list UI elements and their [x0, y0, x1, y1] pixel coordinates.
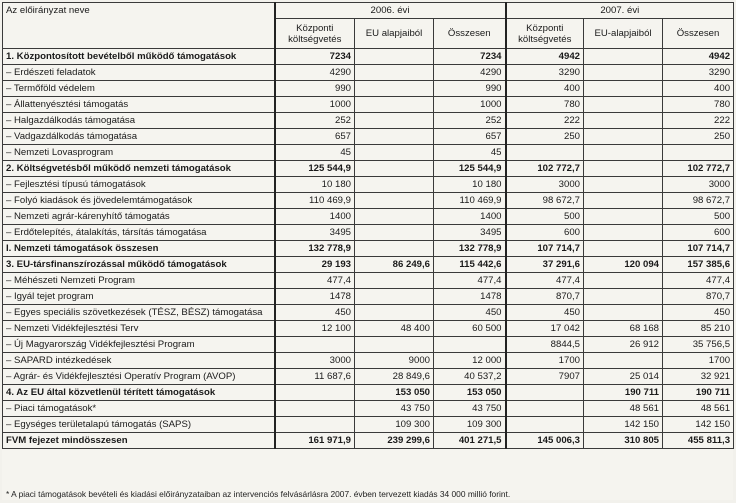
row-value — [355, 161, 434, 177]
table-row — [3, 257, 734, 273]
row-value: 1400 — [434, 209, 506, 225]
row-value: 3000 — [275, 353, 355, 369]
row-value — [355, 305, 434, 321]
row-label: 2. Költségvetésből működő nemzeti támogatások — [3, 161, 275, 177]
table-row — [3, 193, 734, 209]
row-value — [584, 49, 663, 65]
row-value — [584, 97, 663, 113]
row-label: – SAPARD intézkedések — [3, 353, 275, 369]
row-value: 190 711 — [663, 385, 734, 401]
row-value: 48 561 — [584, 401, 663, 417]
row-value: 870,7 — [663, 289, 734, 305]
row-value: 1700 — [506, 353, 584, 369]
table-row — [3, 129, 734, 145]
table-row — [3, 145, 734, 161]
row-value — [355, 289, 434, 305]
row-label: FVM fejezet mindösszesen — [3, 433, 275, 449]
row-value: 120 094 — [584, 257, 663, 273]
row-label: – Nemzeti Lovasprogram — [3, 145, 275, 161]
table-row — [3, 273, 734, 289]
row-value — [584, 209, 663, 225]
row-value: 10 180 — [434, 177, 506, 193]
row-value: 48 561 — [663, 401, 734, 417]
table-row — [3, 289, 734, 305]
row-value: 35 756,5 — [663, 337, 734, 353]
row-label: – Piaci támogatások* — [3, 401, 275, 417]
table-row — [3, 321, 734, 337]
row-value — [584, 81, 663, 97]
header-total-2006: Összesen — [434, 19, 506, 49]
table-body — [3, 49, 734, 449]
row-value — [584, 161, 663, 177]
row-value: 110 469,9 — [434, 193, 506, 209]
row-value: 239 299,6 — [355, 433, 434, 449]
row-value — [584, 305, 663, 321]
row-value: 477,4 — [506, 273, 584, 289]
row-value: 500 — [506, 209, 584, 225]
row-value: 107 714,7 — [663, 241, 734, 257]
row-value — [584, 193, 663, 209]
row-value: 780 — [663, 97, 734, 113]
row-value — [506, 385, 584, 401]
row-value: 222 — [506, 113, 584, 129]
table-row — [3, 97, 734, 113]
footnote: * A piaci támogatások bevételi és kiadási előirányzataiban az intervenciós felvásárlásra 2007. évben tervezett kiadás 34 000 millió forint. — [6, 489, 511, 499]
header-eu-funds-2006: EU alapjaiból — [355, 19, 434, 49]
row-value — [584, 145, 663, 161]
table-row — [3, 241, 734, 257]
row-label: – Állattenyésztési támogatás — [3, 97, 275, 113]
row-value: 1400 — [275, 209, 355, 225]
row-value: 222 — [663, 113, 734, 129]
row-value: 1478 — [275, 289, 355, 305]
row-value — [355, 193, 434, 209]
row-value — [506, 417, 584, 433]
header-total-2007: Összesen — [663, 19, 734, 49]
row-value: 145 006,3 — [506, 433, 584, 449]
row-value — [355, 129, 434, 145]
row-value: 3290 — [663, 65, 734, 81]
row-label: – Vadgazdálkodás támogatása — [3, 129, 275, 145]
row-value — [355, 49, 434, 65]
row-label: 1. Központosított bevételből működő támogatások — [3, 49, 275, 65]
row-value: 1000 — [275, 97, 355, 113]
header-central-budget-2006: Központi költségvetés — [275, 19, 355, 49]
row-value — [355, 241, 434, 257]
table-row — [3, 81, 734, 97]
table-row — [3, 401, 734, 417]
row-value: 401 271,5 — [434, 433, 506, 449]
row-value: 3000 — [663, 177, 734, 193]
row-value: 60 500 — [434, 321, 506, 337]
row-value — [355, 273, 434, 289]
row-label: – Új Magyarország Vidékfejlesztési Program — [3, 337, 275, 353]
row-value: 45 — [434, 145, 506, 161]
row-value: 252 — [275, 113, 355, 129]
row-value: 657 — [275, 129, 355, 145]
row-value: 109 300 — [355, 417, 434, 433]
row-value: 153 050 — [355, 385, 434, 401]
row-value — [355, 225, 434, 241]
row-value: 600 — [663, 225, 734, 241]
row-label: – Méhészeti Nemzeti Program — [3, 273, 275, 289]
row-value: 4290 — [434, 65, 506, 81]
row-value — [584, 113, 663, 129]
row-value: 109 300 — [434, 417, 506, 433]
budget-table-page — [2, 2, 733, 500]
row-value — [355, 145, 434, 161]
row-label: – Egyes speciális szövetkezések (TÉSZ, BÉSZ) támogatása — [3, 305, 275, 321]
row-value — [584, 129, 663, 145]
row-label: – Fejlesztési típusú támogatások — [3, 177, 275, 193]
row-value: 1000 — [434, 97, 506, 113]
table-row — [3, 209, 734, 225]
row-value: 310 805 — [584, 433, 663, 449]
row-value: 12 000 — [434, 353, 506, 369]
row-value: 132 778,9 — [275, 241, 355, 257]
row-value: 115 442,6 — [434, 257, 506, 273]
row-value: 142 150 — [663, 417, 734, 433]
row-value: 161 971,9 — [275, 433, 355, 449]
row-value: 45 — [275, 145, 355, 161]
budget-table — [2, 2, 734, 449]
row-value: 7234 — [434, 49, 506, 65]
row-value — [355, 177, 434, 193]
row-value: 600 — [506, 225, 584, 241]
row-value — [275, 417, 355, 433]
row-value: 98 672,7 — [506, 193, 584, 209]
row-value: 870,7 — [506, 289, 584, 305]
row-value: 1478 — [434, 289, 506, 305]
row-value — [506, 401, 584, 417]
row-value: 1700 — [663, 353, 734, 369]
row-value: 190 711 — [584, 385, 663, 401]
row-value: 8844,5 — [506, 337, 584, 353]
row-value: 132 778,9 — [434, 241, 506, 257]
row-value — [355, 337, 434, 353]
row-value: 102 772,7 — [663, 161, 734, 177]
row-value — [355, 113, 434, 129]
row-value: 43 750 — [434, 401, 506, 417]
row-value: 157 385,6 — [663, 257, 734, 273]
row-value: 250 — [506, 129, 584, 145]
row-value: 252 — [434, 113, 506, 129]
table-row — [3, 161, 734, 177]
row-value: 110 469,9 — [275, 193, 355, 209]
row-value: 250 — [663, 129, 734, 145]
row-value: 10 180 — [275, 177, 355, 193]
row-label: – Termőföld védelem — [3, 81, 275, 97]
table-row — [3, 177, 734, 193]
table-row — [3, 369, 734, 385]
row-value: 29 193 — [275, 257, 355, 273]
row-value: 11 687,6 — [275, 369, 355, 385]
row-label: – Erdőtelepítés, átalakítás, társítás támogatása — [3, 225, 275, 241]
table-row — [3, 385, 734, 401]
row-value — [275, 337, 355, 353]
row-value: 3290 — [506, 65, 584, 81]
row-value — [584, 273, 663, 289]
table-row — [3, 65, 734, 81]
row-value — [275, 401, 355, 417]
row-value: 450 — [663, 305, 734, 321]
row-value: 17 042 — [506, 321, 584, 337]
row-value: 990 — [275, 81, 355, 97]
row-value: 477,4 — [275, 273, 355, 289]
row-value: 990 — [434, 81, 506, 97]
row-value: 4942 — [506, 49, 584, 65]
row-label: – Nemzeti agrár-kárenyhítő támogatás — [3, 209, 275, 225]
row-value: 7907 — [506, 369, 584, 385]
row-label: – Egységes területalapú támogatás (SAPS) — [3, 417, 275, 433]
row-label: – Nemzeti Vidékfejlesztési Terv — [3, 321, 275, 337]
row-value: 3495 — [275, 225, 355, 241]
row-value — [663, 145, 734, 161]
row-value: 9000 — [355, 353, 434, 369]
row-value — [275, 385, 355, 401]
row-value: 85 210 — [663, 321, 734, 337]
row-value: 98 672,7 — [663, 193, 734, 209]
header-year-2006: 2006. évi — [275, 3, 506, 19]
row-value: 28 849,6 — [355, 369, 434, 385]
row-value — [584, 65, 663, 81]
header-year-2007: 2007. évi — [506, 3, 734, 19]
row-label: 3. EU-társfinanszírozással működő támogatások — [3, 257, 275, 273]
row-value: 477,4 — [663, 273, 734, 289]
row-value — [434, 337, 506, 353]
row-value: 657 — [434, 129, 506, 145]
row-value — [584, 225, 663, 241]
row-value: 40 537,2 — [434, 369, 506, 385]
row-value: 12 100 — [275, 321, 355, 337]
row-value: 4290 — [275, 65, 355, 81]
row-value: 68 168 — [584, 321, 663, 337]
row-value — [506, 145, 584, 161]
table-row — [3, 417, 734, 433]
row-label: – Igyál tejet program — [3, 289, 275, 305]
row-value: 32 921 — [663, 369, 734, 385]
row-value: 25 014 — [584, 369, 663, 385]
row-value: 3000 — [506, 177, 584, 193]
row-value: 477,4 — [434, 273, 506, 289]
row-label: I. Nemzeti támogatások összesen — [3, 241, 275, 257]
row-value: 450 — [506, 305, 584, 321]
row-value: 3495 — [434, 225, 506, 241]
row-value: 125 544,9 — [275, 161, 355, 177]
row-label: – Folyó kiadások és jövedelemtámogatások — [3, 193, 275, 209]
row-value: 500 — [663, 209, 734, 225]
row-label: – Halgazdálkodás támogatása — [3, 113, 275, 129]
row-value — [584, 353, 663, 369]
row-value: 43 750 — [355, 401, 434, 417]
header-name-column: Az előirányzat neve — [3, 3, 275, 49]
row-value — [584, 241, 663, 257]
row-value: 4942 — [663, 49, 734, 65]
row-value: 400 — [506, 81, 584, 97]
row-value: 450 — [434, 305, 506, 321]
row-value: 102 772,7 — [506, 161, 584, 177]
header-eu-funds-2007: EU-alapjaiból — [584, 19, 663, 49]
row-value: 400 — [663, 81, 734, 97]
row-value: 450 — [275, 305, 355, 321]
row-value: 455 811,3 — [663, 433, 734, 449]
table-row — [3, 49, 734, 65]
row-value: 142 150 — [584, 417, 663, 433]
row-value: 153 050 — [434, 385, 506, 401]
row-value — [355, 81, 434, 97]
header-central-budget-2007: Központi költségvetés — [506, 19, 584, 49]
row-value: 125 544,9 — [434, 161, 506, 177]
row-value: 7234 — [275, 49, 355, 65]
table-row — [3, 305, 734, 321]
table-row — [3, 113, 734, 129]
row-value: 37 291,6 — [506, 257, 584, 273]
table-row — [3, 353, 734, 369]
row-value: 48 400 — [355, 321, 434, 337]
row-value: 26 912 — [584, 337, 663, 353]
row-label: – Erdészeti feladatok — [3, 65, 275, 81]
row-value — [355, 97, 434, 113]
row-label: – Agrár- és Vidékfejlesztési Operatív Program (AVOP) — [3, 369, 275, 385]
row-label: 4. Az EU által közvetlenül térített támogatások — [3, 385, 275, 401]
table-row — [3, 225, 734, 241]
row-value: 107 714,7 — [506, 241, 584, 257]
row-value — [355, 65, 434, 81]
table-row — [3, 337, 734, 353]
row-value — [355, 209, 434, 225]
row-value — [584, 177, 663, 193]
row-value: 780 — [506, 97, 584, 113]
row-value: 86 249,6 — [355, 257, 434, 273]
row-value — [584, 289, 663, 305]
table-row — [3, 433, 734, 449]
